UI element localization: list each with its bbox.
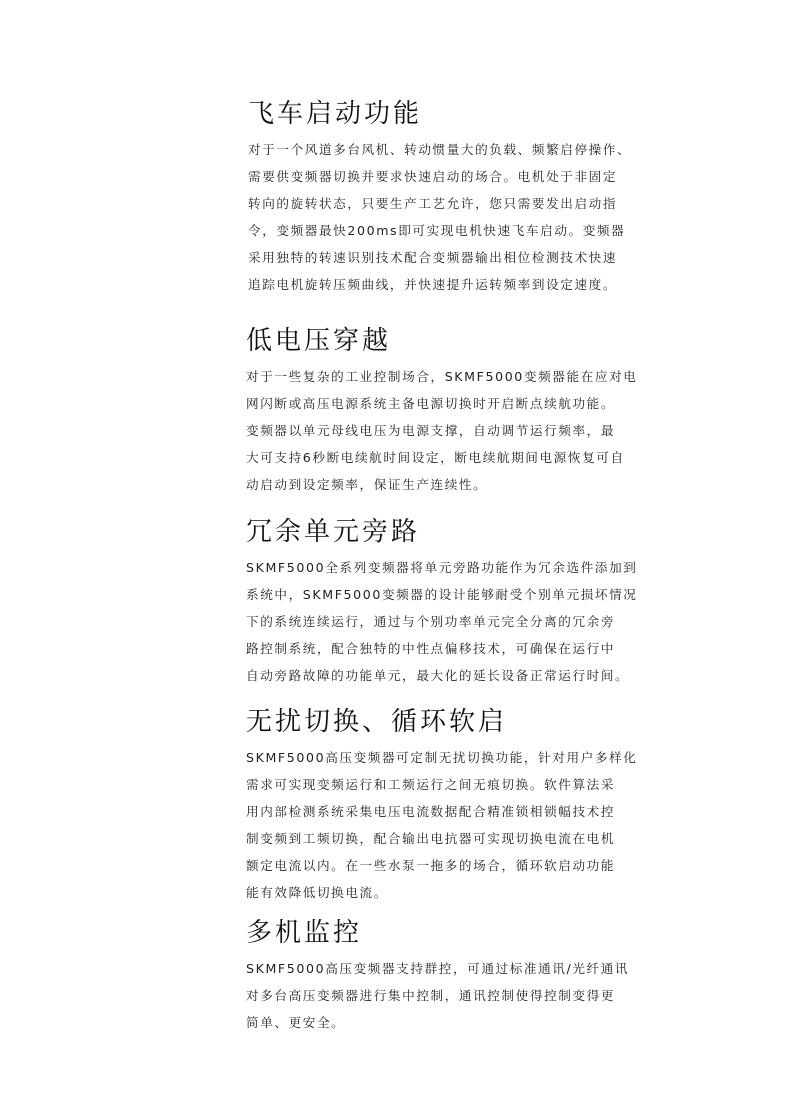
section-flying-start	[248, 98, 668, 298]
body-line: 制变频到工频切换，配合输出电抗器可实现切换电流在电机	[246, 831, 616, 846]
section-title: 冗余单元旁路	[246, 517, 421, 547]
body-line: 简单、更安全。	[246, 1015, 346, 1030]
body-line: 采用独特的转速识别技术配合变频器输出相位检测技术快速	[248, 250, 618, 265]
body-line: 对于一个风道多台风机、转动惯量大的负载、频繁启停操作、	[248, 142, 632, 157]
body-line: 对于一些复杂的工业控制场合，SKMF5000变频器能在应对电	[246, 369, 638, 384]
section-title: 多机监控	[246, 918, 363, 948]
body-line: 自动旁路故障的功能单元，最大化的延长设备正常运行时间。	[246, 668, 630, 683]
body-line: 网闪断或高压电源系统主备电源切换时开启断点续航功能。	[246, 396, 616, 411]
body-line: SKMF5000高压变频器支持群控，可通过标准通讯/光纤通讯	[246, 961, 630, 976]
body-line: 变频器以单元母线电压为电源支撑，自动调节运行频率，最	[246, 423, 616, 438]
body-line: 动启动到设定频率，保证生产连续性。	[246, 477, 488, 492]
section-low-voltage-ride-through	[246, 325, 666, 498]
section-body	[248, 136, 668, 298]
body-line: 大可支持6秒断电续航时间设定，断电续航期间电源恢复可自	[246, 450, 625, 465]
body-line: 额定电流以内。在一些水泵一拖多的场合，循环软启动功能	[246, 858, 616, 873]
body-line: 用内部检测系统采集电压电流数据配合精准锁相锁幅技术控	[246, 804, 616, 819]
body-line: 能有效降低切换电流。	[246, 885, 388, 900]
body-line: 对多台高压变频器进行集中控制，通讯控制使得控制变得更	[246, 988, 616, 1003]
body-line: 路控制系统，配合独特的中性点偏移技术，可确保在运行中	[246, 641, 616, 656]
body-line: 需要供变频器切换并要求快速启动的场合。电机处于非固定	[248, 169, 618, 184]
section-multi-machine-monitoring	[246, 917, 666, 1036]
body-line: 追踪电机旋转压频曲线，并快速提升运转频率到设定速度。	[248, 277, 618, 292]
body-line: 系统中，SKMF5000变频器的设计能够耐受个别单元损坏情况	[246, 587, 638, 602]
section-body	[246, 744, 666, 906]
section-title: 飞车启动功能	[248, 99, 423, 129]
section-redundant-unit-bypass	[246, 516, 666, 689]
section-body	[246, 363, 666, 498]
body-line: 转向的旋转状态，只要生产工艺允许，您只需要发出启动指	[248, 196, 618, 211]
body-line: 需求可实现变频运行和工频运行之间无痕切换。软件算法采	[246, 777, 616, 792]
section-title: 无扰切换、循环软启	[246, 707, 508, 737]
body-line: 下的系统连续运行，通过与个别功率单元完全分离的冗余旁	[246, 614, 616, 629]
section-body	[246, 955, 666, 1036]
section-bumpless-transfer	[246, 706, 666, 906]
section-body	[246, 554, 666, 689]
body-line: SKMF5000高压变频器可定制无扰切换功能，针对用户多样化	[246, 750, 638, 765]
body-line: SKMF5000全系列变频器将单元旁路功能作为冗余选件添加到	[246, 560, 638, 575]
body-line: 令，变频器最快200ms即可实现电机快速飞车启动。变频器	[248, 223, 626, 238]
section-title: 低电压穿越	[246, 326, 392, 356]
